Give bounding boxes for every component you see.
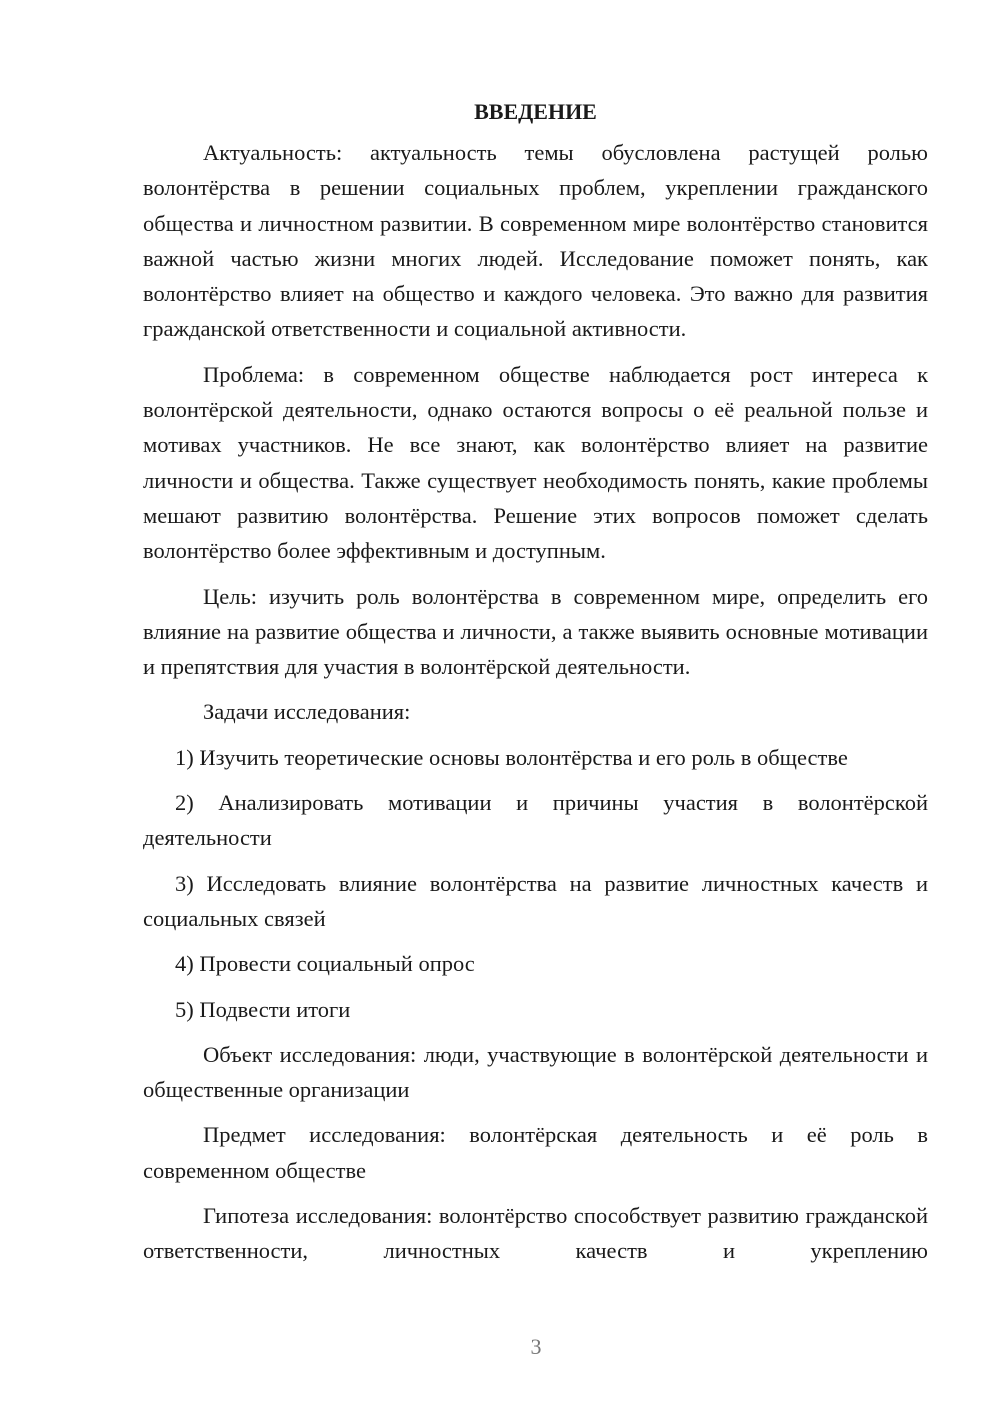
- page-number: 3: [530, 1334, 542, 1359]
- paragraph: Проблема: в современном обществе наблюдается рост интереса к волонтёрской деятельности, однако остаются вопросы о её реальной пользе и мотивах участников. Не все знают, как волонтёрство влияет на развитие личности и общества. Также существует необходимость понять, какие проблемы мешают развитию волонтёрства. Решение этих вопросов поможет сделать волонтёрство более эффективным и доступным.: [143, 361, 928, 564]
- task-list-item: 4) Провести социальный опрос: [175, 951, 475, 977]
- paragraph: Актуальность: актуальность темы обусловлена растущей ролью волонтёрства в решении социальных проблем, укреплении гражданского общества и личностном развитии. В современном мире волонтёрство становится важной частью жизни многих людей. Исследование поможет понять, как волонтёрство влияет на общество и каждого человека. Это важно для развития гражданской ответственности и социальной активности.: [143, 140, 928, 342]
- page-title: ВВЕДЕНИЕ: [474, 99, 597, 124]
- document-page: [143, 94, 928, 1279]
- paragraph: Задачи исследования:: [203, 699, 411, 725]
- paragraph: Цель: изучить роль волонтёрства в современном мире, определить его влияние на развитие общества и личности, а также выявить основные мотивации и препятствия для участия в волонтёрской деятельности.: [143, 583, 928, 680]
- paragraph: Предмет исследования: волонтёрская деятельность и её роль в современном обществе: [143, 1122, 928, 1183]
- paragraph: Объект исследования: люди, участвующие в волонтёрской деятельности и общественные организации: [143, 1041, 928, 1103]
- task-list-item: 5) Подвести итоги: [175, 996, 351, 1022]
- paragraph: Гипотеза исследования: волонтёрство способствует развитию гражданской ответственности, личностных качеств и укреплению: [143, 1203, 928, 1264]
- body-text: [143, 135, 928, 1269]
- task-list-item: 2) Анализировать мотивации и причины участия в волонтёрской деятельности: [143, 790, 928, 851]
- task-list-item: 3) Исследовать влияние волонтёрства на развитие личностных качеств и социальных связей: [143, 870, 928, 931]
- task-list-item: 1) Изучить теоретические основы волонтёрства и его роль в обществе: [175, 744, 848, 770]
